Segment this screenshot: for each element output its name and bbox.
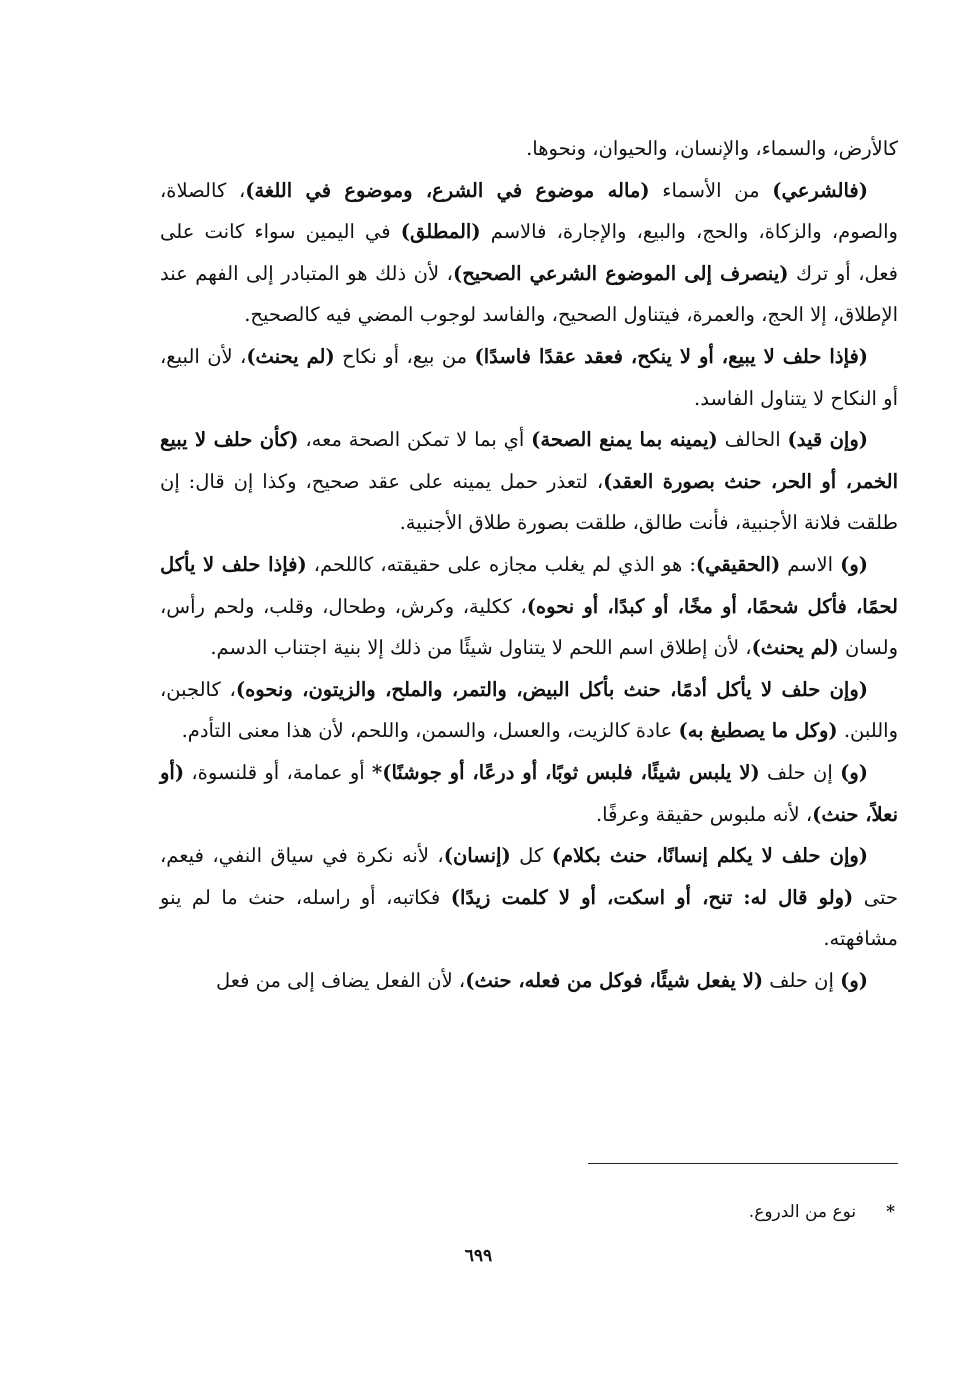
footnote-text: نوع من الدروع.: [748, 1202, 857, 1222]
paragraph: [160, 835, 898, 960]
text-segment: ، لأنه ملبوس حقيقة وعرفًا.: [595, 802, 813, 826]
text-segment: ، لأن إطلاق اسم اللحم لا يتناول شيئًا من ذلك إلا بنية اجتناب الدسم.: [210, 636, 752, 660]
text-segment: ، ككلية، وكرش، وطحال، وقلب، ولحم رأس، ولسان: [160, 594, 898, 660]
footnote-divider: [588, 1163, 898, 1164]
text-segment: فكاتبه، أو راسله، حنث ما لم ينو مشافهته.: [160, 885, 898, 951]
bold-text-segment: (لم يحنث): [246, 344, 335, 368]
text-segment: : هو الذي لم يغلب مجازه على حقيقته، كاللحم،: [306, 552, 696, 576]
bold-text-segment: (و): [840, 760, 868, 784]
text-segment: ، لتعذر حمل يمينه على عقد صحيح، وكذا إن قال: إن طلقت فلانة الأجنبية، فأنت طالق، طلقت بصورة طلاق الأجنبية.: [160, 469, 898, 535]
bold-text-segment: (فإذا حلف لا يأكل لحمًا، فأكل شحمًا، أو مخًا، أو كبدًا، أو نحوه): [160, 552, 899, 618]
bold-text-segment: (ولو قال له: تنح، أو اسكت، أو لا كلمت زيدًا): [450, 885, 854, 909]
paragraph: [160, 170, 898, 336]
text-segment: ، لأن الفعل يضاف إلى من فعل: [216, 968, 466, 992]
bold-text-segment: (كأن حلف لا يبيع الخمر، أو الحر، حنث بصورة العقد): [160, 428, 898, 493]
text-segment: إن حلف: [759, 760, 841, 784]
text-segment: الحالف: [717, 428, 788, 452]
bold-text-segment: (وإن قيد): [787, 428, 868, 452]
text-segment: ، لأنه نكرة في سياق النفي، فيعم، حتى: [160, 844, 898, 909]
paragraph: [160, 419, 898, 544]
bold-text-segment: (الحقيقي): [695, 552, 781, 576]
page-number: ٦٩٩: [464, 1246, 493, 1266]
bold-text-segment: (يمينه بما يمنع الصحة): [531, 428, 718, 452]
text-segment: كل: [510, 844, 552, 868]
bold-text-segment: (و): [840, 968, 868, 992]
text-segment: ، كالصلاة، والصوم، والزكاة، والحج، والبيع، والإجارة، فالاسم: [160, 178, 898, 244]
bold-text-segment: (لا يلبس شيئًا، فلبس ثوبًا، أو درعًا، أو جوشنًا)*: [372, 760, 760, 784]
bold-text-segment: (إنسان): [443, 844, 511, 868]
main-text: [160, 128, 898, 1001]
paragraph: [160, 336, 898, 419]
paragraph: [160, 752, 898, 835]
text-segment: عادة كالزيت، والعسل، والسمن، واللحم، لأن هذا معنى التأدم.: [181, 719, 679, 743]
bold-text-segment: (وإن حلف لا يأكل أدمًا، حنث بأكل البيض، والتمر، والملح، والزيتون، ونحوه): [235, 677, 868, 701]
bold-text-segment: (فالشرعي): [772, 178, 868, 202]
text-segment: في اليمين سواء كانت على فعل، أو ترك: [160, 220, 899, 285]
text-segment: ، لأن ذلك هو المتبادر إلى الفهم عند الإطلاق، إلا الحج، والعمرة، فيتناول الصحيح، والفاسد لوجوب المضي فيه كالصحيح.: [160, 261, 898, 327]
bold-text-segment: (لا يفعل شيئًا، فوكل من فعله، حنث): [465, 968, 764, 992]
footnote: [749, 1198, 895, 1226]
text-segment: أو عمامة، أو قلنسوة،: [184, 760, 373, 784]
text-segment: ، كالجبن، واللبن.: [160, 677, 898, 743]
bold-text-segment: (وكل ما يصطبغ به): [678, 719, 838, 743]
bold-text-segment: (أو نعلاً، حنث): [160, 760, 898, 826]
bold-text-segment: (ماله موضوع في الشرع، وموضوع في اللغة): [245, 178, 650, 202]
text-segment: من بيع، أو نكاح: [334, 344, 475, 368]
bold-text-segment: (المطلق): [400, 220, 481, 244]
paragraph: [160, 669, 898, 752]
bold-text-segment: (و): [840, 552, 868, 576]
text-segment: أي بما لا تمكن الصحة معه،: [298, 428, 532, 452]
text-segment: ، لأن البيع، أو النكاح لا يتناول الفاسد.: [160, 344, 898, 410]
bold-text-segment: (ينصرف إلى الموضوع الشرعي الصحيح): [452, 261, 789, 285]
footnote-marker: *: [886, 1202, 895, 1222]
bold-text-segment: (لم يحنث): [751, 636, 839, 660]
text-segment: الاسم: [780, 552, 841, 576]
paragraph: [160, 544, 898, 669]
text-segment: إن حلف: [763, 968, 841, 992]
paragraph: [160, 128, 898, 170]
text-segment: من الأسماء: [649, 178, 773, 202]
bold-text-segment: (فإذا حلف لا يبيع، أو لا ينكح، فعقد عقدًا فاسدًا): [474, 344, 868, 368]
paragraph: [160, 960, 898, 1002]
text-segment: كالأرض، والسماء، والإنسان، والحيوان، ونحوها.: [526, 137, 898, 160]
bold-text-segment: (وإن حلف لا يكلم إنسانًا، حنث بكلام): [551, 844, 869, 868]
